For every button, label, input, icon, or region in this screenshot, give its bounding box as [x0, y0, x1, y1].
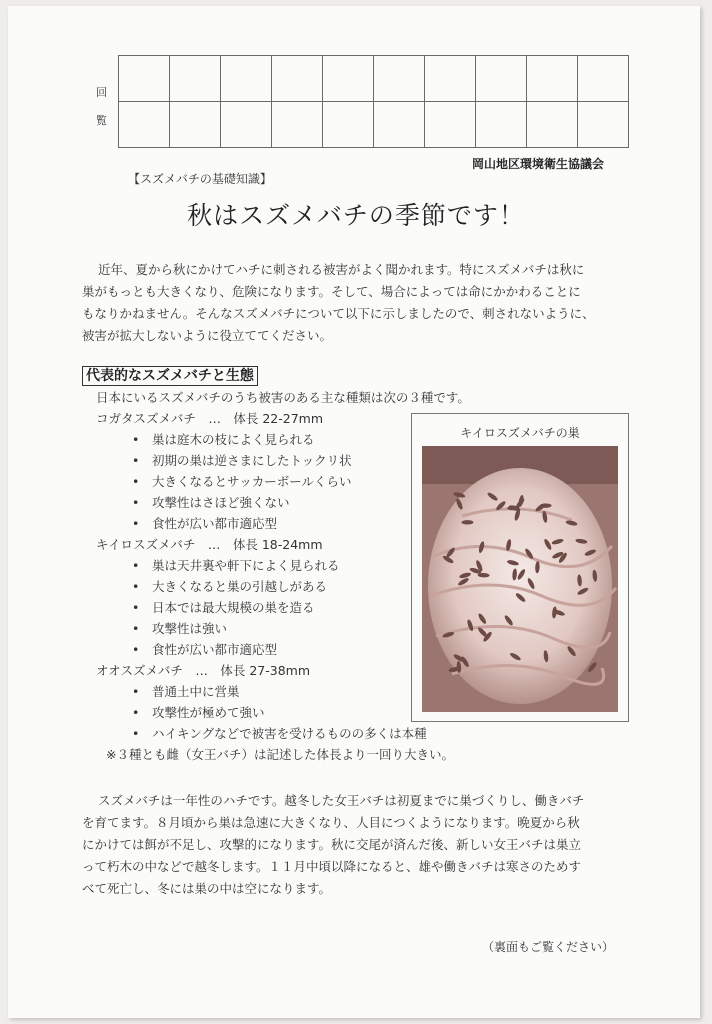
trait-text: 巣は天井裏や軒下によく見られる: [152, 558, 340, 573]
stamp-cell: [527, 56, 578, 102]
species-name: コガタスズメバチ … 体長 22-27mm: [96, 411, 324, 426]
intro-line: もなりかねません。そんなスズメバチについて以下に示しましたので、刺されないように、: [82, 306, 595, 321]
trait-text: ハイキングなどで被害を受けるものの多くは本種: [152, 726, 427, 741]
intro-line: 被害が拡大しないように役立ててください。: [82, 328, 333, 343]
trait-item: [132, 724, 427, 742]
bullet-glyph: •: [132, 579, 140, 594]
trait-item: [132, 703, 265, 721]
stamp-cell: [476, 102, 527, 148]
stamp-cell: [374, 102, 425, 148]
stamp-cell: [170, 102, 221, 148]
bullet-glyph: •: [132, 495, 140, 510]
trait-item: [132, 430, 315, 448]
stamp-cell: [374, 56, 425, 102]
section-heading: 代表的なスズメバチと生態: [82, 366, 258, 386]
stamp-cell: [272, 102, 323, 148]
stamp-cell: [221, 56, 272, 102]
trait-item: [132, 619, 227, 637]
trait-text: 攻撃性が極めて強い: [152, 705, 265, 720]
stamp-cell: [425, 102, 476, 148]
stamp-cell: [527, 102, 578, 148]
section-lead: 日本にいるスズメバチのうち被害のある主な種類は次の３種です。: [96, 390, 470, 405]
lifecycle-line: を育てます。８月頃から巣は急速に大きくなり、人目につくようになります。晩夏から秋: [82, 815, 580, 830]
trait-item: [132, 640, 277, 658]
trait-item: [132, 682, 240, 700]
trait-text: 日本では最大規模の巣を造る: [152, 600, 315, 615]
stamp-cell: [119, 102, 170, 148]
trait-item: [132, 472, 352, 490]
hornet-nest-photo: [422, 446, 618, 712]
bullet-glyph: •: [132, 474, 140, 489]
trait-text: 大きくなると巣の引越しがある: [152, 579, 328, 594]
trait-text: 巣は庭木の枝によく見られる: [152, 432, 315, 447]
stamp-cell: [272, 56, 323, 102]
stamp-row: [119, 56, 629, 102]
trait-text: 食性が広い都市適応型: [152, 642, 278, 657]
intro-line: 巣がもっとも大きくなり、危険になります。そして、場合によっては命にかかわることに: [82, 284, 581, 299]
bullet-glyph: •: [132, 642, 140, 657]
stamp-row: [119, 102, 629, 148]
page-title: 秋はスズメバチの季節です！: [187, 201, 525, 230]
stamp-cell: [476, 56, 527, 102]
stamp-cell: [323, 102, 374, 148]
trait-text: 大きくなるとサッカーボールくらい: [152, 474, 352, 489]
lifecycle-line: スズメバチは一年性のハチです。越冬した女王バチは初夏までに巣づくりし、働きバチ: [98, 793, 585, 808]
trait-item: [132, 556, 340, 574]
wasp-shape: [461, 520, 473, 524]
trait-item: [132, 451, 352, 469]
bullet-glyph: •: [132, 705, 140, 720]
category-label: 【スズメバチの基礎知識】: [128, 172, 272, 186]
intro-line: 近年、夏から秋にかけてハチに刺される被害がよく聞かれます。特にスズメバチは秋に: [98, 262, 585, 277]
bullet-glyph: •: [132, 432, 140, 447]
bullet-glyph: •: [132, 621, 140, 636]
size-note: ※３種とも雌（女王バチ）は記述した体長より一回り大きい。: [106, 747, 454, 762]
nest-photo-frame: [411, 413, 629, 722]
trait-text: 攻撃性はさほど強くない: [152, 495, 290, 510]
bullet-glyph: •: [132, 516, 140, 531]
circulation-label-bottom: 覧: [96, 114, 107, 127]
trait-text: 普通土中に営巣: [152, 684, 240, 699]
stamp-cell: [221, 102, 272, 148]
trait-text: 攻撃性は強い: [152, 621, 228, 636]
bullet-glyph: •: [132, 453, 140, 468]
stamp-cell: [119, 56, 170, 102]
trait-item: [132, 493, 290, 511]
trait-item: [132, 514, 277, 532]
species-name: キイロスズメバチ … 体長 18-24mm: [96, 537, 323, 552]
stamp-cell: [323, 56, 374, 102]
bullet-glyph: •: [132, 558, 140, 573]
stamp-cell: [170, 56, 221, 102]
trait-item: [132, 577, 327, 595]
bullet-glyph: •: [132, 600, 140, 615]
circulation-label-top: 回: [96, 86, 107, 99]
stamp-cell: [578, 56, 629, 102]
stamp-cell: [578, 102, 629, 148]
stamp-cell: [425, 56, 476, 102]
lifecycle-line: べて死亡し、冬には巣の中は空になります。: [82, 881, 332, 896]
photo-caption: キイロスズメバチの巣: [460, 426, 580, 440]
trait-text: 初期の巣は逆さまにしたトックリ状: [152, 453, 352, 468]
trait-text: 食性が広い都市適応型: [152, 516, 278, 531]
continue-note: （裏面もご覧ください）: [482, 940, 615, 954]
bullet-glyph: •: [132, 726, 140, 741]
association-name: 岡山地区環境衛生協議会: [472, 157, 605, 171]
lifecycle-line: にかけては餌が不足し、攻撃的になります。秋に交尾が済んだ後、新しい女王バチは巣立: [82, 837, 582, 852]
species-name: オオスズメバチ … 体長 27-38mm: [96, 663, 311, 678]
lifecycle-line: って朽木の中などで越冬します。１１月中頃以降になると、雄や働きバチは寒さのためす: [82, 859, 582, 874]
bullet-glyph: •: [132, 684, 140, 699]
circulation-stamp-grid: [118, 55, 629, 148]
trait-item: [132, 598, 315, 616]
